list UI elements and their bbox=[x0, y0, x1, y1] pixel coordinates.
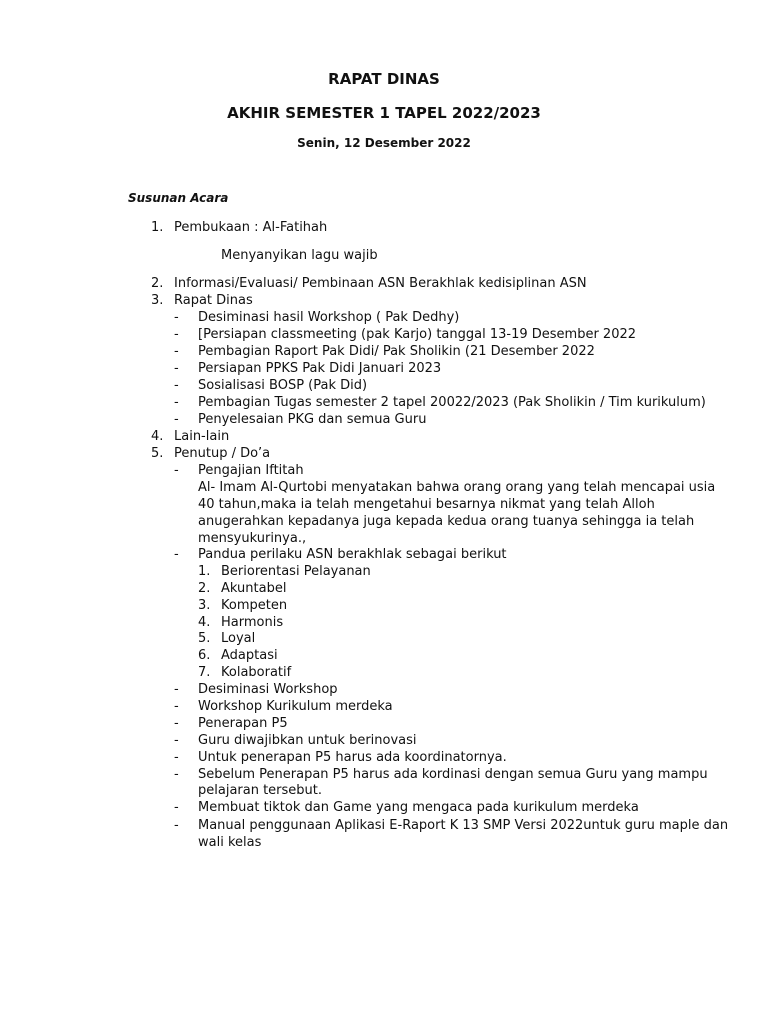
sub-number-text: Kolaboratif bbox=[221, 665, 292, 680]
sub-item-text: Pembagian Tugas semester 2 tapel 20022/2023 (Pak Sholikin / Tim kurikulum) bbox=[198, 395, 706, 410]
sub-number: 1. bbox=[198, 564, 211, 579]
item-number: 3. bbox=[151, 293, 164, 308]
sub-item-text: Desiminasi Workshop bbox=[198, 682, 338, 697]
sub-item-text: Untuk penerapan P5 harus ada koordinatornya. bbox=[198, 750, 507, 765]
paragraph-text: mensyukurinya., bbox=[198, 531, 307, 546]
sub-item-text: Manual penggunaan Aplikasi E-Raport K 13 SMP Versi 2022untuk guru maple dan bbox=[198, 818, 729, 833]
sub-item-text: Sebelum Penerapan P5 harus ada kordinasi dengan semua Guru yang mampu bbox=[198, 767, 708, 782]
sub-item-text: Persiapan PPKS Pak Didi Januari 2023 bbox=[198, 361, 442, 376]
item-label: Lain-lain bbox=[174, 429, 230, 444]
dash-bullet: - bbox=[174, 463, 179, 478]
item-number: 5. bbox=[151, 446, 164, 461]
sub-item-text: Pandua perilaku ASN berakhlak sebagai berikut bbox=[198, 547, 507, 562]
dash-bullet: - bbox=[174, 412, 179, 427]
dash-bullet: - bbox=[174, 699, 179, 714]
item-label: Informasi/Evaluasi/ Pembinaan ASN Berakhlak kedisiplinan ASN bbox=[174, 276, 587, 291]
item-number: 2. bbox=[151, 276, 164, 291]
sub-item-text: Sosialisasi BOSP (Pak Did) bbox=[198, 378, 368, 393]
document-title: RAPAT DINAS bbox=[328, 70, 440, 88]
document-date: Senin, 12 Desember 2022 bbox=[297, 136, 471, 150]
sub-item-text: Penyelesaian PKG dan semua Guru bbox=[198, 412, 427, 427]
sub-item-text: Membuat tiktok dan Game yang mengaca pada kurikulum merdeka bbox=[198, 800, 639, 815]
paragraph-text: Al- Imam Al-Qurtobi menyatakan bahwa orang orang yang telah mencapai usia bbox=[198, 480, 716, 495]
sub-number-text: Akuntabel bbox=[221, 581, 287, 596]
document-subtitle: AKHIR SEMESTER 1 TAPEL 2022/2023 bbox=[227, 104, 541, 122]
dash-bullet: - bbox=[174, 800, 179, 815]
dash-bullet: - bbox=[174, 327, 179, 342]
item-label: Rapat Dinas bbox=[174, 293, 253, 308]
dash-bullet: - bbox=[174, 310, 179, 325]
sub-number-text: Beriorentasi Pelayanan bbox=[221, 564, 371, 579]
dash-bullet: - bbox=[174, 716, 179, 731]
paragraph-text: wali kelas bbox=[198, 835, 262, 850]
paragraph-text: 40 tahun,maka ia telah mengetahui besarnya nikmat yang telah Alloh bbox=[198, 497, 655, 512]
paragraph-text: anugerahkan kepadanya juga kepada kedua orang tuanya sehingga ia telah bbox=[198, 514, 695, 529]
dash-bullet: - bbox=[174, 767, 179, 782]
sub-item-text: Desiminasi hasil Workshop ( Pak Dedhy) bbox=[198, 310, 460, 325]
sub-number-text: Kompeten bbox=[221, 598, 288, 613]
sub-item-text: Workshop Kurikulum merdeka bbox=[198, 699, 393, 714]
sub-number: 6. bbox=[198, 648, 211, 663]
dash-bullet: - bbox=[174, 378, 179, 393]
item-label: Pembukaan : Al-Fatihah bbox=[174, 220, 328, 235]
dash-bullet: - bbox=[174, 361, 179, 376]
sub-item-text: Pembagian Raport Pak Didi/ Pak Sholikin (21 Desember 2022 bbox=[198, 344, 595, 359]
agenda-heading: Susunan Acara bbox=[128, 191, 229, 205]
dash-bullet: - bbox=[174, 682, 179, 697]
sub-item-text: Pengajian Iftitah bbox=[198, 463, 304, 478]
sub-item-text: Guru diwajibkan untuk berinovasi bbox=[198, 733, 417, 748]
sub-number: 3. bbox=[198, 598, 211, 613]
sub-number: 2. bbox=[198, 581, 211, 596]
dash-bullet: - bbox=[174, 750, 179, 765]
sub-number-text: Loyal bbox=[221, 631, 256, 646]
item-extra-text: Menyanyikan lagu wajib bbox=[221, 248, 378, 263]
item-number: 4. bbox=[151, 429, 164, 444]
sub-number: 5. bbox=[198, 631, 211, 646]
sub-number: 4. bbox=[198, 615, 211, 630]
dash-bullet: - bbox=[174, 547, 179, 562]
dash-bullet: - bbox=[174, 344, 179, 359]
sub-number-text: Adaptasi bbox=[221, 648, 278, 663]
paragraph-text: pelajaran tersebut. bbox=[198, 783, 323, 798]
sub-item-text: Penerapan P5 bbox=[198, 716, 288, 731]
item-number: 1. bbox=[151, 220, 164, 235]
dash-bullet: - bbox=[174, 818, 179, 833]
dash-bullet: - bbox=[174, 733, 179, 748]
item-label: Penutup / Do’a bbox=[174, 446, 271, 461]
sub-number: 7. bbox=[198, 665, 211, 680]
sub-number-text: Harmonis bbox=[221, 615, 284, 630]
sub-item-text: [Persiapan classmeeting (pak Karjo) tanggal 13-19 Desember 2022 bbox=[198, 327, 637, 342]
dash-bullet: - bbox=[174, 395, 179, 410]
